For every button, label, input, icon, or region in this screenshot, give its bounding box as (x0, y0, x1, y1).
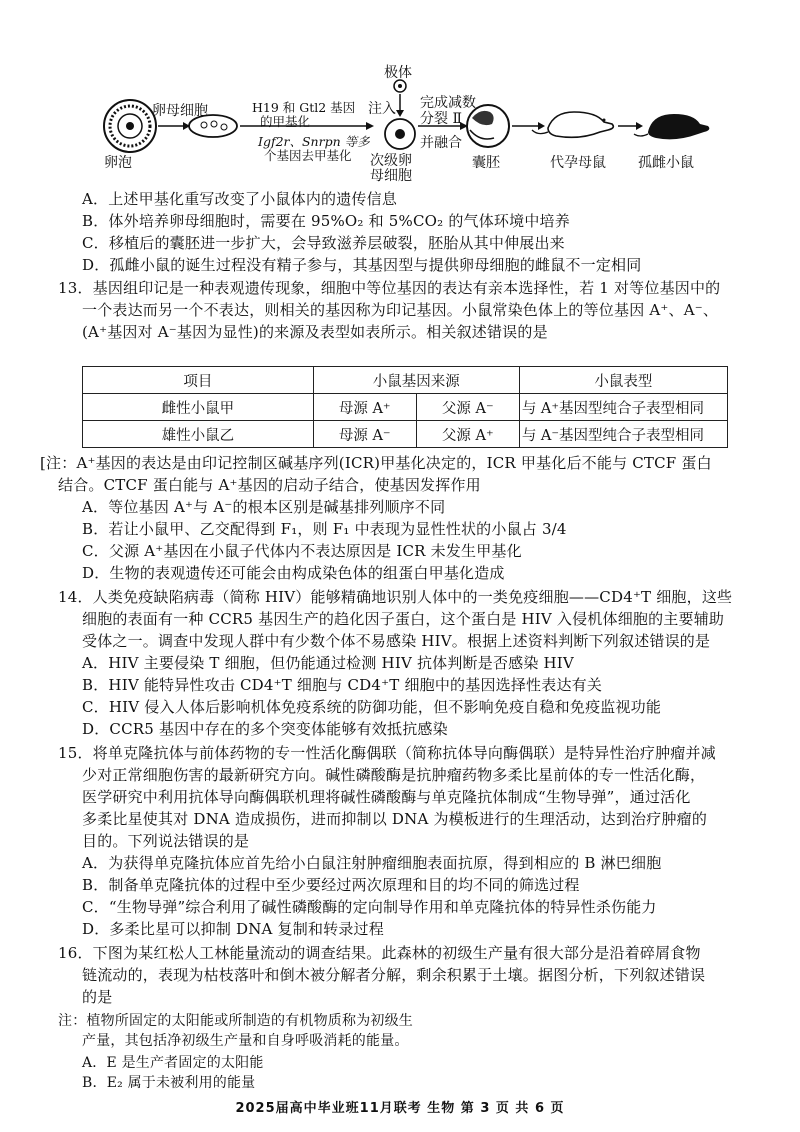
table-cell: 母源 A⁻ (313, 421, 416, 448)
q12-option-a: A．上述甲基化重写改变了小鼠体内的遗传信息 (82, 190, 398, 208)
blastocyst-label: 囊胚 (472, 155, 500, 171)
q13-table (82, 366, 728, 448)
q13-option-b: B．若让小鼠甲、乙交配得到 F₁，则 F₁ 中表现为显性性状的小鼠占 3/4 (82, 520, 567, 538)
follicle-icon (104, 100, 156, 152)
q15-option-d: D．多柔比星可以抑制 DNA 复制和转录过程 (82, 920, 384, 938)
q15-option-c: C．“生物导弹”综合利用了碱性磷酸酶的定向制导作用和单克隆抗体的特异性杀伤能力 (82, 898, 657, 916)
polar-body-label: 极体 (384, 65, 412, 81)
q12-option-b: B．体外培养卵母细胞时，需要在 95%O₂ 和 5%CO₂ 的气体环境中培养 (82, 212, 570, 230)
q16-stem-line-2: 链流动的，表现为枯枝落叶和倒木被分解者分解，剩余积累于土壤。据图分析，下列叙述错误 (82, 966, 706, 984)
parthenogenetic-mouse-icon (634, 114, 709, 139)
secondary-oocyte-label-a: 次级卵 (370, 153, 412, 169)
inject-label: 注入 (368, 101, 396, 117)
methylation-label-1a: H19 和 Gtl2 基因 (252, 100, 356, 115)
q12-option-c: C．移植后的囊胚进一步扩大，会导致滋养层破裂，胚胎从其中伸展出来 (82, 234, 565, 252)
follicle-label: 卵泡 (104, 155, 132, 171)
table-header-phenotype: 小鼠表型 (519, 367, 727, 394)
q14-stem-line-2: 细胞的表面有一种 CCR5 基因生产的趋化因子蛋白，这个蛋白是 HIV 入侵机体细胞的主要辅助 (82, 610, 725, 628)
q13-stem-line-3: (A⁺基因对 A⁻基因为显性)的来源及表型如表所示。相关叙述错误的是 (82, 323, 548, 341)
page-footer: 2025届高中毕业班11月联考 生物 第 3 页 共 6 页 (235, 1101, 565, 1116)
q12-option-d: D．孤雌小鼠的诞生过程没有精子参与，其基因型与提供卵母细胞的雌鼠不一定相同 (82, 256, 642, 274)
surrogate-label: 代孕母鼠 (550, 155, 606, 171)
table-row (83, 421, 728, 448)
q15-option-a: A．为获得单克隆抗体应首先给小白鼠注射肿瘤细胞表面抗原，得到相应的 B 淋巴细胞 (82, 854, 662, 872)
q13-option-d: D．生物的表观遗传还可能会由构成染色体的组蛋白甲基化造成 (82, 564, 505, 582)
secondary-oocyte-icon (385, 119, 415, 149)
q13-stem-line-2: 一个表达而另一个不表达，则相关的基因称为印记基因。小鼠常染色体上的等位基因 A⁺、A⁻、 (82, 301, 719, 319)
q13-option-a: A．等位基因 A⁺与 A⁻的根本区别是碱基排列顺序不同 (82, 498, 446, 516)
surrogate-mouse-icon (532, 112, 613, 137)
meiosis-label-a: 完成减数 (420, 95, 476, 111)
q14-option-a: A．HIV 主要侵染 T 细胞，但仍能通过检测 HIV 抗体判断是否感染 HIV (82, 654, 574, 672)
q13-option-c: C．父源 A⁺基因在小鼠子代体内不表达原因是 ICR 未发生甲基化 (82, 542, 522, 560)
q14-stem-line-1: 14．人类免疫缺陷病毒（简称 HIV）能够精确地识别人体中的一类免疫细胞——CD4⁺T 细胞，这些 (58, 588, 733, 606)
q15-stem-line-4: 多柔比星使其对 DNA 造成损伤，进而抑制以 DNA 为模板进行的生理活动，达到治疗肿瘤的 (82, 810, 708, 828)
q14-stem-line-3: 受体之一。调查中发现人群中有少数个体不易感染 HIV。根据上述资料判断下列叙述错误的是 (82, 632, 711, 650)
q16-option-b: B．E₂ 属于未被利用的能量 (82, 1075, 256, 1091)
table-cell: 雄性小鼠乙 (83, 421, 314, 448)
table-cell: 父源 A⁺ (416, 421, 519, 448)
table-header-source: 小鼠基因来源 (313, 367, 519, 394)
table-header-item: 项目 (83, 367, 314, 394)
parthenogenetic-mouse-label: 孤雌小鼠 (638, 155, 694, 171)
table-cell: 雌性小鼠甲 (83, 394, 314, 421)
q15-option-b: B．制备单克隆抗体的过程中至少要经过两次原理和目的均不同的筛选过程 (82, 876, 580, 894)
demethylation-label-2a: Igf2r、Snrpn 等多 (258, 134, 370, 149)
q14-option-c: C．HIV 侵入人体后影响机体免疫系统的防御功能，但不影响免疫自稳和免疫监视功能 (82, 698, 662, 716)
meiosis-label-b: 分裂 Ⅱ (420, 111, 462, 127)
q13-stem-line-1: 13．基因组印记是一种表观遗传现象，细胞中等位基因的表达有亲本选择性，若 1 对等位基因中的 (58, 279, 721, 297)
q13-note-line-2: 结合。CTCF 蛋白能与 A⁺基因的启动子结合，使基因发挥作用 (58, 476, 481, 494)
q16-option-a: A．E 是生产者固定的太阳能 (82, 1055, 264, 1071)
table-header-row (83, 367, 728, 394)
q14-option-b: B．HIV 能特异性攻击 CD4⁺T 细胞与 CD4⁺T 细胞中的基因选择性表达有关 (82, 676, 603, 694)
table-cell: 与 A⁻基因型纯合子表型相同 (519, 421, 727, 448)
q15-stem-line-1: 15．将单克隆抗体与前体药物的专一性活化酶偶联（简称抗体导向酶偶联）是特异性治疗肿瘤并减 (58, 744, 716, 762)
q16-stem-line-3: 的是 (82, 988, 113, 1006)
methylation-label-1b: 的甲基化 (260, 114, 311, 129)
table-cell: 母源 A⁺ (313, 394, 416, 421)
demethylation-label-2b: 个基因去甲基化 (264, 148, 352, 163)
q16-note-line-1: 注：植物所固定的太阳能或所制造的有机物质称为初级生 (58, 1013, 413, 1029)
secondary-oocyte-label-b: 母细胞 (370, 168, 412, 184)
oocyte-label: 卵母细胞 (152, 103, 208, 119)
q15-stem-line-2: 少对正常细胞伤害的最新研究方向。碱性磷酸酶是抗肿瘤药物多柔比星前体的专一性活化酶， (82, 766, 706, 784)
energy-flow-diagram (470, 1005, 770, 1095)
table-cell: 与 A⁺基因型纯合子表型相同 (519, 394, 727, 421)
q15-stem-line-5: 目的。下列说法错误的是 (82, 832, 250, 850)
q13-note-line-1: [注：A⁺基因的表达是由印记控制区碱基序列(ICR)甲基化决定的，ICR 甲基化后不能与 CTCF 蛋白 (40, 454, 712, 472)
table-row (83, 394, 728, 421)
fusion-label: 并融合 (420, 135, 462, 151)
q14-option-d: D．CCR5 基因中存在的多个突变体能够有效抵抗感染 (82, 720, 448, 738)
table-cell: 父源 A⁻ (416, 394, 519, 421)
q16-stem-line-1: 16．下图为某红松人工林能量流动的调查结果。此森林的初级生产量有很大部分是沿着碎屑食物 (58, 944, 701, 962)
q16-note-line-2: 产量，其包括净初级生产量和自身呼吸消耗的能量。 (82, 1033, 409, 1049)
q15-stem-line-3: 医学研究中利用抗体导向酶偶联机理将碱性磷酸酶与单克隆抗体制成“生物导弹”，通过活化 (82, 788, 691, 806)
